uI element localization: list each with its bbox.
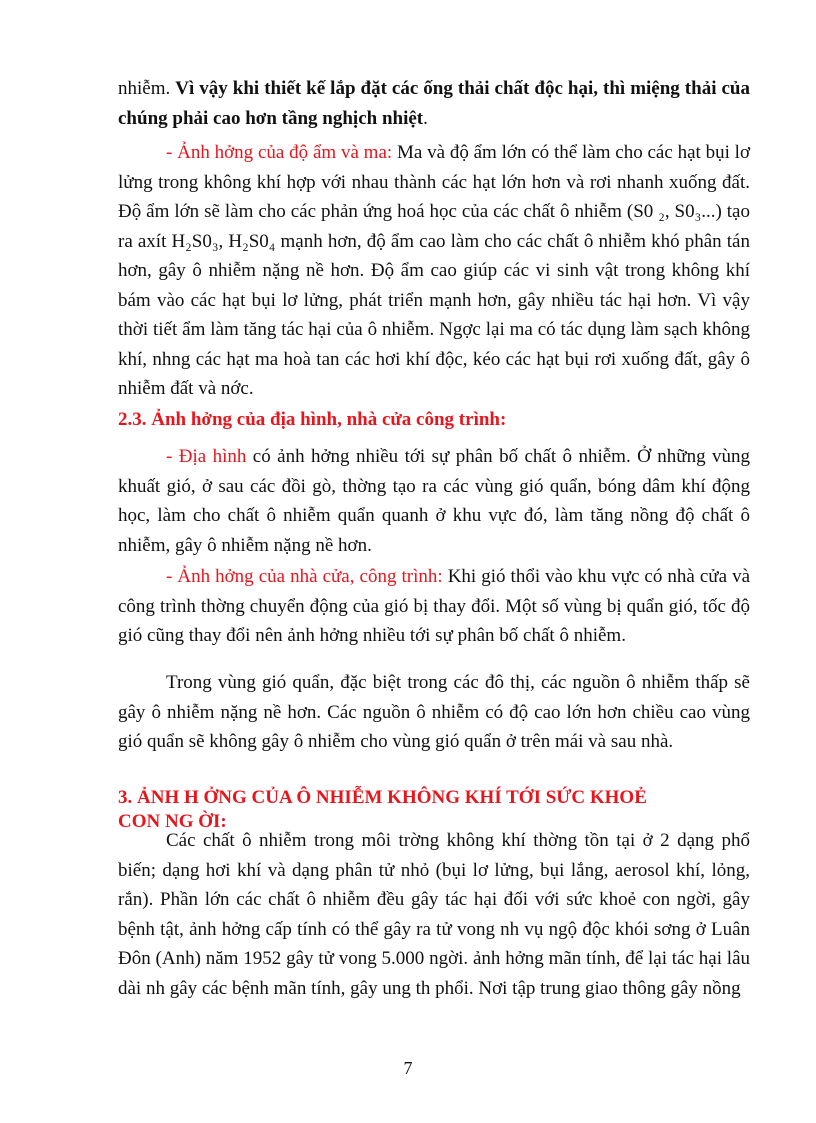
humidity-text: Ma và độ ẩm lớn có thể làm cho các hạt bụi lơ lửng trong không khí hợp với nhau thành các hạt lớn hơn và rơi nhanh xuống đất. Độ ẩm lớn sẽ làm cho các phản ứng hoá học của các chất ô nhiễm (S0 ₂, S0₃...) tạo ra axít H₂S0₃, H₂S0₄ mạnh hơn, độ ẩm cao làm cho các chất ô nhiễm khó phân tán hơn, gây ô nhiễm nặng nề hơn. Độ ẩm cao giúp các vi sinh vật trong không khí bám vào các hạt bụi lơ lửng, phát triển mạnh hơn, gây nhiều tác hại hơn. Vì vậy thời tiết ẩm làm tăng tác hại của ô nhiễm. Ngợc lại ma có tác dụng làm sạch không khí, nhng các hạt ma hoà tan các hơi khí độc, kéo các hạt bụi rơi xuống đất, gây ô nhiễm đất và nớc. <box>118 142 750 399</box>
paragraph-3 <box>118 442 750 560</box>
paragraph-4 <box>118 562 750 651</box>
terrain-text: có ảnh hởng nhiều tới sự phân bố chất ô nhiễm. Ở những vùng khuất gió, ở sau các đồi gò, thờng tạo ra các vùng gió quẩn, bóng dâm khí động học, làm cho chất ô nhiễm quẩn quanh ở khu vực đó, làm tăng nồng độ chất ô nhiễm, gây ô nhiễm nặng nề hơn. <box>118 446 750 556</box>
paragraph-1 <box>118 74 750 133</box>
bold-statement: Vì vậy khi thiết kế lắp đặt các ống thải chất độc hại, thì miệng thải của chúng phải cao hơn tầng nghịch nhiệt <box>118 78 750 129</box>
heading-3-line-1: 3. ẢNH H ỞNG CỦA Ô NHIỄM KHÔNG KHÍ TỚI SỨC KHOẺ <box>118 787 647 808</box>
terrain-label: - Địa hình <box>166 446 247 467</box>
paragraph-buildings <box>118 562 750 651</box>
page-number: 7 <box>403 1058 413 1078</box>
paragraph-health <box>118 826 750 1003</box>
buildings-text: Khi gió thổi vào khu vực có nhà cửa và công trình thờng chuyển động của gió bị thay đổi. Một số vùng bị quẩn gió, tốc độ gió cũng thay đổi nên ảnh hởng nhiều tới sự phân bố chất ô nhiễm. <box>118 566 751 646</box>
paragraph-2 <box>118 138 750 404</box>
buildings-label: - Ảnh hởng của nhà cửa, công trình: <box>166 566 443 587</box>
text-tail: . <box>423 107 428 129</box>
paragraph-6: Các chất ô nhiễm trong môi trờng không khí thờng tồn tại ở 2 dạng phổ biến; dạng hơi khí và dạng phân tử nhỏ (bụi lơ lửng, bụi lắng, aerosol khí, lỏng, rắn). Phần lớn các chất ô nhiễm đều gây tác hại đối với sức khoẻ con ngời, gây bệnh tật, ảnh hởng cấp tính có thể gây ra tử vong nh vụ ngộ độc khói sơng ở Luân Đôn (Anh) năm 1952 gây tử vong 5.000 ngời. ảnh hởng mãn tính, để lại tác hại lâu dài nh gây các bệnh mãn tính, gây ung th phổi. Nơi tập trung giao thông gây nồng <box>118 830 750 999</box>
section-heading-2-3: 2.3. Ảnh hởng của địa hình, nhà cửa công trình: <box>118 409 507 430</box>
text-lead: nhiễm. <box>118 78 176 99</box>
paragraph-conclusion <box>118 74 750 133</box>
humidity-label: - Ảnh hởng của độ ẩm và ma: <box>166 142 393 163</box>
heading-3-line-2: CON NG ỜI: <box>118 811 227 832</box>
paragraph-humidity <box>118 138 750 404</box>
paragraph-5: Trong vùng gió quẩn, đặc biệt trong các đô thị, các nguồn ô nhiễm thấp sẽ gây ô nhiễm nặng nề hơn. Các nguồn ô nhiễm có độ cao lớn hơn chiều cao vùng gió quẩn sẽ không gây ô nhiễm cho vùng gió quẩn ở trên mái và sau nhà. <box>118 672 750 752</box>
paragraph-terrain <box>118 442 750 560</box>
paragraph-wind-zone <box>118 668 750 757</box>
